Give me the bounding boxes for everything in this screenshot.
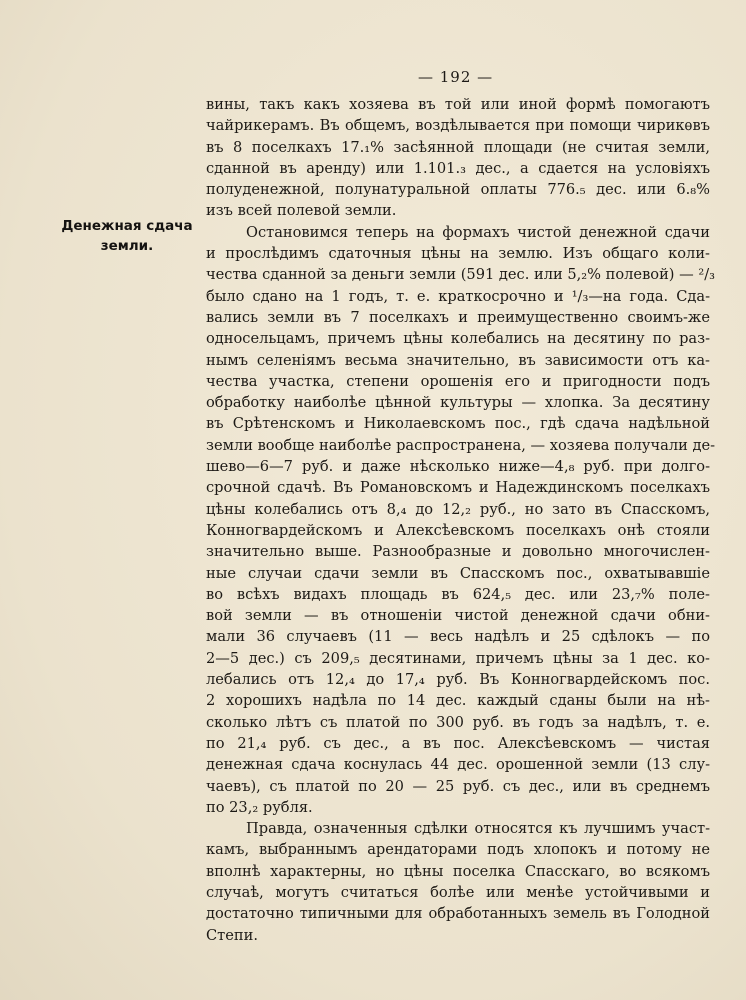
- text-line: 2—5 дес.) съ 209,₅ десятинами, причемъ цѣны за 1 дес. ко-: [206, 649, 710, 667]
- text-line: чаевъ), съ платой по 20 — 25 руб. съ дес., или въ среднемъ: [206, 777, 710, 795]
- text-line: въ 8 поселкахъ 17.₁% засѣянной площади (не считая земли,: [206, 138, 710, 156]
- text-line: нымъ селеніямъ весьма значительно, въ зависимости отъ ка-: [206, 351, 710, 369]
- text-line: чества сданной за деньги земли (591 дес. или 5,₂% полевой) — ²/₃: [206, 266, 715, 284]
- side-heading-line: Денежная сдача: [61, 218, 193, 234]
- text-line: по 23,₂ рубля.: [206, 798, 313, 816]
- text-line: земли вообще наиболѣе распространена, — хозяева получали де-: [206, 436, 716, 454]
- text-line: полуденежной, полунатуральной оплаты 776.₅ дес. или 6.₈%: [206, 181, 710, 199]
- text-line: 2 хорошихъ надѣла по 14 дес. каждый сданы были на нѣ-: [206, 692, 710, 710]
- paragraph-2: [206, 222, 716, 818]
- side-heading-line: земли.: [100, 238, 154, 254]
- text-line: и прослѣдимъ сдаточныя цѣны на землю. Изъ общаго коли-: [206, 245, 710, 263]
- text-line: срочной сдачѣ. Въ Романовскомъ и Надеждинскомъ поселкахъ: [206, 479, 710, 497]
- text-line: по 21,₄ руб. съ дес., а въ пос. Алексѣевскомъ — чистая: [206, 734, 710, 752]
- text-line: цѣны колебались отъ 8,₄ до 12,₂ руб., но зато въ Спасскомъ,: [206, 500, 710, 518]
- side-heading: [56, 216, 198, 256]
- text-line: въ Срѣтенскомъ и Николаевскомъ пос., гдѣ сдача надѣльной: [206, 415, 710, 433]
- text-line: Степи.: [206, 926, 258, 944]
- text-line: чайрикерамъ. Въ общемъ, воздѣлывается при помощи чирикѳвъ: [206, 117, 710, 135]
- text-line: денежная сдача коснулась 44 дес. орошенной земли (13 слу-: [206, 756, 710, 774]
- text-line: вой земли — въ отношеніи чистой денежной сдачи обни-: [206, 607, 710, 625]
- text-line: камъ, выбраннымъ арендаторами подъ хлопокъ и потому не: [206, 841, 710, 859]
- text-line: вины, такъ какъ хозяева въ той или иной формѣ помогаютъ: [206, 96, 710, 113]
- text-line: изъ всей полевой земли.: [206, 202, 397, 220]
- text-line: Правда, означенныя сдѣлки относятся къ лучшимъ участ-: [246, 820, 710, 838]
- text-line: Конногвардейскомъ и Алексѣевскомъ поселкахъ онѣ стояли: [206, 521, 710, 539]
- paragraph-1: [206, 94, 710, 222]
- text-line: шево—6—7 руб. и даже нѣсколько ниже—4,₈ руб. при долго-: [206, 458, 710, 476]
- text-line: обработку наиболѣе цѣнной культуры — хлопка. За десятину: [206, 394, 710, 412]
- text-line: сколько лѣтъ съ платой по 300 руб. въ годъ за надѣлъ, т. е.: [206, 713, 710, 731]
- body-text: [206, 94, 716, 946]
- text-line: во всѣхъ видахъ площадь въ 624,₅ дес. или 23,₇% поле-: [206, 585, 710, 603]
- text-line: достаточно типичными для обработанныхъ земель въ Голодной: [206, 905, 710, 923]
- text-line: вполнѣ характерны, но цѣны поселка Спасскаго, во всякомъ: [206, 862, 710, 880]
- text-line: случаѣ, могутъ считаться болѣе или менѣе устойчивыми и: [206, 883, 710, 901]
- text-line: чества участка, степени орошенія его и пригодности подъ: [206, 372, 710, 390]
- text-line: ные случаи сдачи земли въ Спасскомъ пос., охватывавшіе: [206, 564, 710, 582]
- text-line: было сдано на 1 годъ, т. е. краткосрочно и ¹/₃—на года. Сда-: [206, 287, 710, 305]
- page-number: — 192 —: [418, 68, 494, 86]
- text-line: лебались отъ 12,₄ до 17,₄ руб. Въ Конногвардейскомъ пос.: [206, 671, 710, 689]
- text-line: значительно выше. Разнообразные и довольно многочислен-: [206, 543, 710, 561]
- text-line: сданной въ аренду) или 1.101.₃ дес., а сдается на условіяхъ: [206, 159, 710, 177]
- paragraph-3: [206, 818, 710, 946]
- text-line: вались земли въ 7 поселкахъ и преимущественно своимъ-же: [206, 308, 710, 326]
- text-line: мали 36 случаевъ (11 — весь надѣлъ и 25 сдѣлокъ — по: [206, 628, 710, 646]
- text-line: Остановимся теперь на формахъ чистой денежной сдачи: [246, 223, 710, 241]
- text-line: односельцамъ, причемъ цѣны колебались на десятину по раз-: [206, 330, 710, 348]
